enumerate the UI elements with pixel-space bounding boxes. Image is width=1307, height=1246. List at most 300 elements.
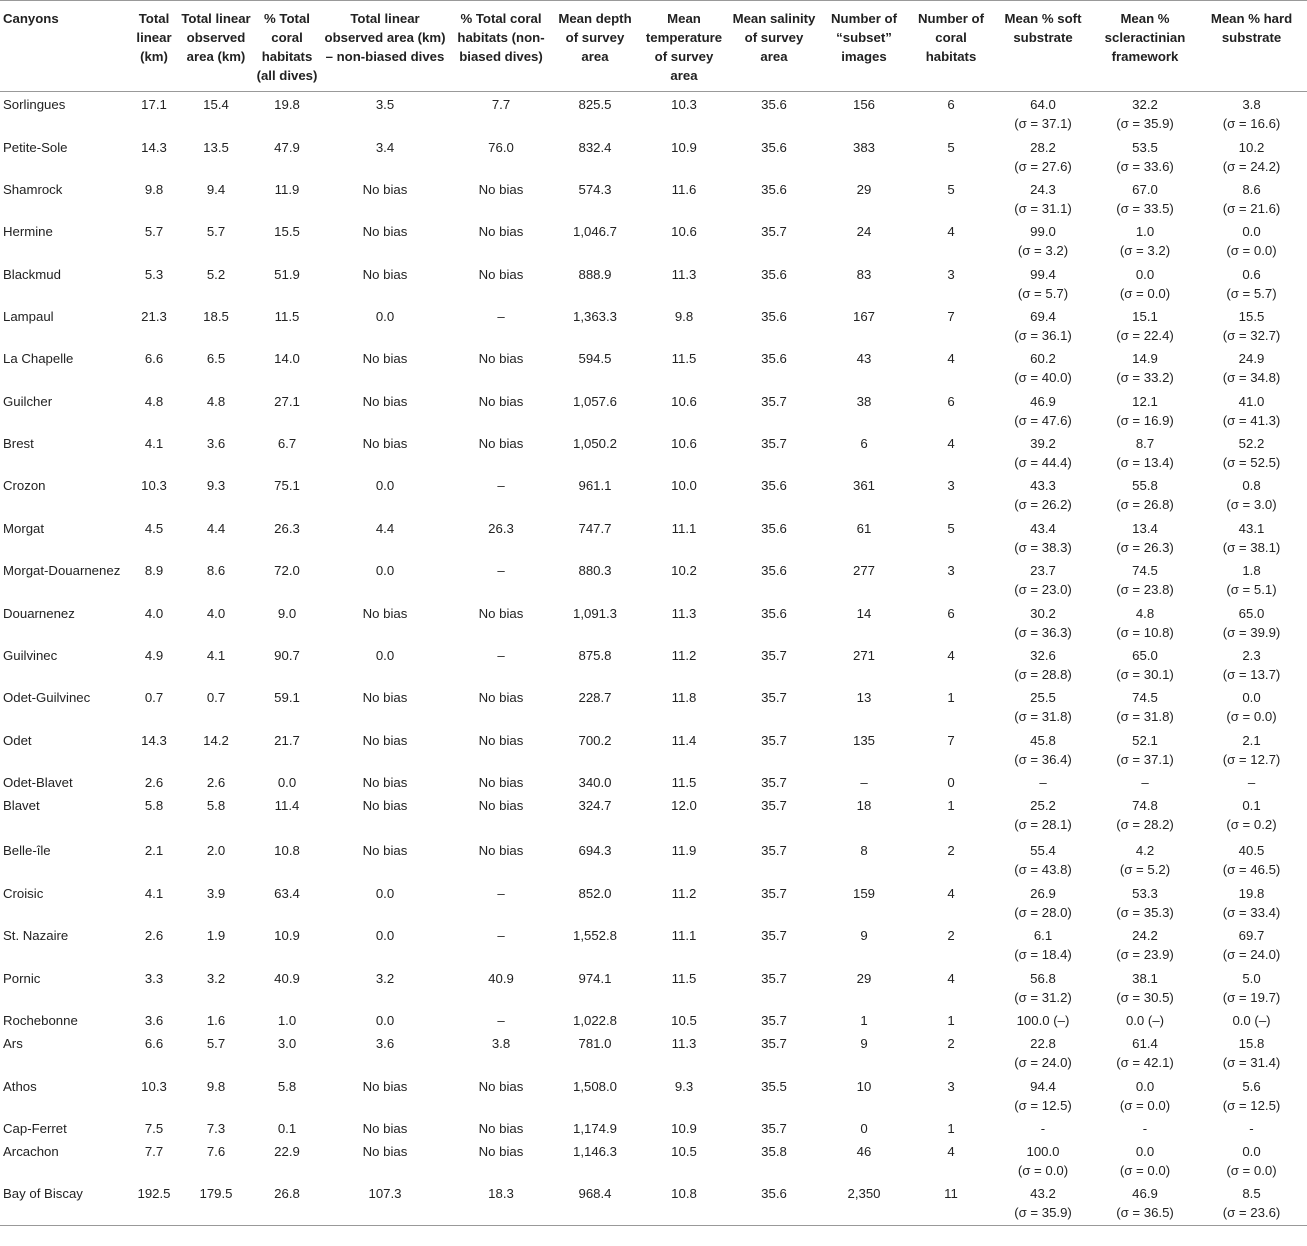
soft-sigma-value: (σ = 26.2) [1014,496,1072,512]
scler-mean-value: 32.2 [1132,97,1158,112]
observed-non-biased-cell: 3.5 [375,97,395,112]
soft-mean-value: 46.9 [1030,393,1056,409]
scler-mean-value: – [1141,774,1149,790]
hard-sigma-value: (σ = 3.0) [1226,496,1277,512]
hard-mean-value: - [1249,1120,1254,1136]
pct-coral-all-cell: 9.0 [277,605,297,621]
mean-depth-cell: 825.5 [578,97,612,112]
scler-mean-value: 12.1 [1132,393,1158,409]
coral-habitats-cell: 4 [947,1143,955,1159]
hard-mean-value: 15.8 [1238,1035,1265,1051]
total-observed-cell: 5.7 [206,223,226,239]
pct-coral-non-biased-cell: – [497,1012,505,1028]
header-subset-images: Number of “subset” images [818,1,910,92]
soft-mean-value: 99.4 [1030,266,1056,282]
scler-substrate-cell [1094,1139,1196,1181]
pct-coral-all-cell: 15.5 [274,223,300,239]
mean-salinity-cell: 35.7 [761,927,787,943]
table-row [0,262,1307,304]
canyon-name-cell: Odet [3,732,32,748]
total-observed-cell: 9.3 [206,477,226,493]
coral-habitats-cell: 3 [947,1078,955,1094]
mean-depth-cell: 1,363.3 [573,308,617,324]
total-observed-cell: 5.2 [206,266,226,282]
hard-substrate-cell [1196,728,1307,770]
hard-substrate-cell [1196,431,1307,473]
total-linear-cell: 7.5 [144,1120,164,1136]
table-row [0,643,1307,685]
soft-substrate-cell [992,262,1094,304]
table-header [0,1,1307,92]
pct-coral-all-cell: 11.4 [274,797,300,813]
pct-coral-non-biased-cell: No bias [478,689,524,705]
subset-images-cell: 9 [860,1035,868,1051]
table-row [0,793,1307,838]
mean-depth-cell: 968.4 [552,1181,638,1226]
coral-habitats-cell: 4 [947,885,955,901]
soft-sigma-value: (σ = 28.0) [1014,904,1072,920]
total-linear-cell: 4.9 [144,647,164,663]
pct-coral-non-biased-cell: – [497,308,505,324]
mean-temperature-cell: 10.8 [638,1181,730,1226]
total-observed-cell: 9.8 [206,1078,226,1094]
total-observed-cell: 179.5 [178,1181,254,1226]
scler-substrate-cell [1094,389,1196,431]
canyon-name-cell: Athos [3,1078,37,1094]
scler-sigma-value: (σ = 0.0) [1119,285,1171,301]
soft-mean-value: 99.0 [1030,223,1056,239]
total-linear-cell: 3.3 [144,970,164,986]
mean-depth-cell: 594.5 [578,350,612,366]
mean-depth-cell: 852.0 [578,885,612,901]
observed-non-biased-cell: No bias [362,223,408,239]
table-row [0,473,1307,516]
hard-mean-value: 19.8 [1238,885,1265,901]
mean-depth-cell: 1,552.8 [573,927,617,943]
soft-sigma-value: (σ = 23.0) [1014,581,1072,597]
soft-sigma-value: (σ = 36.3) [1014,624,1072,640]
canyon-name-cell: Odet-Guilvinec [3,689,91,705]
mean-salinity-cell: 35.7 [761,970,787,986]
total-observed-cell: 8.6 [206,562,226,578]
soft-substrate-cell [992,219,1094,262]
subset-images-cell: 383 [852,139,875,155]
pct-coral-non-biased-cell: No bias [478,393,524,409]
table-row [0,135,1307,177]
header-pct-coral-all: % Total coral habitats (all dives) [254,1,320,92]
hard-sigma-value: (σ = 12.7) [1222,751,1281,767]
pct-coral-all-cell: 72.0 [274,562,300,578]
coral-habitats-cell: 7 [947,732,955,748]
pct-coral-non-biased-cell: – [497,927,505,943]
pct-coral-all-cell: 59.1 [274,689,300,705]
scler-substrate-cell [1094,135,1196,177]
pct-coral-all-cell: 90.7 [274,647,300,663]
soft-substrate-cell [992,728,1094,770]
mean-temperature-cell: 10.3 [671,97,697,112]
mean-temperature-cell: 11.6 [671,181,697,197]
table-row [0,304,1307,346]
soft-sigma-value: (σ = 27.6) [1014,158,1072,174]
mean-depth-cell: 574.3 [578,181,612,197]
observed-non-biased-cell: No bias [362,1143,408,1159]
scler-substrate-cell [1094,516,1196,558]
coral-habitats-cell: 1 [947,1012,955,1028]
pct-coral-non-biased-cell: No bias [478,605,524,621]
soft-mean-value: 28.2 [1030,139,1056,155]
soft-substrate-cell [992,431,1094,473]
hard-mean-value: 5.0 [1242,970,1261,986]
hard-sigma-value: (σ = 0.0) [1226,1162,1277,1178]
scler-sigma-value: (σ = 26.3) [1116,539,1174,555]
total-observed-cell: 4.1 [206,647,226,663]
soft-mean-value: 24.3 [1030,181,1056,197]
mean-salinity-cell: 35.6 [761,350,787,366]
coral-habitats-cell: 0 [947,774,955,790]
soft-substrate-cell [992,473,1094,516]
canyon-name-cell: Cap-Ferret [3,1120,67,1136]
total-linear-cell: 4.1 [144,885,164,901]
table-row [0,1181,1307,1226]
soft-mean-value: 43.3 [1030,477,1056,493]
hard-substrate-cell [1196,1031,1307,1074]
canyon-name-cell: Ars [3,1035,23,1051]
soft-mean-value: 22.8 [1030,1035,1056,1051]
total-observed-cell: 5.7 [206,1035,226,1051]
scler-substrate-cell [1094,770,1196,793]
table-row [0,1139,1307,1181]
hard-sigma-value: (σ = 52.5) [1222,454,1281,470]
soft-mean-value: 100.0 [1026,1143,1060,1159]
scler-mean-value: 61.4 [1132,1035,1158,1051]
canyon-name-cell: Guilcher [3,393,53,409]
soft-sigma-value: (σ = 43.8) [1014,861,1072,877]
mean-depth-cell: 832.4 [578,139,612,155]
mean-temperature-cell: 11.8 [671,689,697,705]
table-row [0,1031,1307,1074]
pct-coral-all-cell: 5.8 [277,1078,297,1094]
pct-coral-all-cell: 26.8 [254,1181,320,1226]
scler-sigma-value: (σ = 22.4) [1116,327,1174,343]
hard-substrate-cell [1196,770,1307,793]
scler-sigma-value: (σ = 0.0) [1119,1097,1171,1113]
scler-mean-value: 24.2 [1132,927,1158,943]
mean-depth-cell: 1,174.9 [573,1120,617,1136]
scler-mean-value: 74.8 [1132,797,1158,813]
total-linear-cell: 7.7 [144,1143,164,1159]
mean-salinity-cell: 35.7 [761,435,787,451]
canyon-name-cell: Guilvinec [3,647,58,663]
scler-sigma-value: (σ = 31.8) [1116,708,1174,724]
hard-substrate-cell [1196,1074,1307,1116]
mean-salinity-cell: 35.7 [761,223,787,239]
pct-coral-non-biased-cell: No bias [478,266,524,282]
scler-substrate-cell [1094,431,1196,473]
soft-mean-value: 26.9 [1030,885,1056,901]
soft-substrate-cell [992,177,1094,219]
observed-non-biased-cell: 3.6 [375,1035,395,1051]
total-linear-cell: 2.1 [144,842,164,858]
total-linear-cell: 192.5 [130,1181,178,1226]
soft-mean-value: 25.2 [1030,797,1056,813]
mean-temperature-cell: 10.9 [671,1120,697,1136]
observed-non-biased-cell: 0.0 [375,308,395,324]
soft-mean-value: 100.0 (–) [1016,1012,1070,1028]
mean-depth-cell: 700.2 [578,732,612,748]
soft-substrate-cell [992,770,1094,793]
total-linear-cell: 6.6 [144,350,164,366]
total-linear-cell: 21.3 [141,308,167,324]
scler-mean-value: 74.5 [1132,689,1158,705]
header-pct-coral-non-biased: % Total coral habitats (non-biased dives) [450,1,552,92]
observed-non-biased-cell: No bias [362,266,408,282]
mean-temperature-cell: 10.5 [671,1143,697,1159]
soft-mean-value: 32.6 [1030,647,1056,663]
scler-mean-value: 46.9 [1132,1185,1158,1201]
header-coral-habitats: Number of coral habitats [910,1,992,92]
hard-sigma-value: (σ = 46.5) [1222,861,1281,877]
header-total-linear: Total linear (km) [130,1,178,92]
pct-coral-all-cell: 21.7 [274,732,300,748]
mean-temperature-cell: 12.0 [671,797,697,813]
mean-depth-cell: 1,050.2 [573,435,617,451]
mean-depth-cell: 228.7 [578,689,612,705]
soft-substrate-cell [992,643,1094,685]
total-linear-cell: 2.6 [144,774,164,790]
scler-mean-value: 1.0 [1135,223,1155,239]
pct-coral-non-biased-cell: No bias [478,435,524,451]
coral-habitats-cell: 2 [947,842,955,858]
scler-mean-value: 53.3 [1132,885,1158,901]
pct-coral-all-cell: 0.0 [277,774,297,790]
scler-mean-value: 52.1 [1132,732,1158,748]
mean-depth-cell: 694.3 [578,842,612,858]
pct-coral-non-biased-cell: No bias [478,1120,524,1136]
scler-substrate-cell [1094,177,1196,219]
mean-salinity-cell: 35.6 [761,520,787,536]
hard-substrate-cell [1196,262,1307,304]
coral-habitats-cell: 4 [947,350,955,366]
soft-sigma-value: (σ = 35.9) [1014,1204,1072,1220]
total-observed-cell: 13.5 [203,139,229,155]
scler-mean-value: 15.1 [1132,308,1158,324]
table-row [0,1074,1307,1116]
total-observed-cell: 3.6 [206,435,226,451]
observed-non-biased-cell: No bias [362,435,408,451]
mean-temperature-cell: 10.0 [671,477,697,493]
observed-non-biased-cell: No bias [362,732,408,748]
total-observed-cell: 1.9 [206,927,226,943]
mean-depth-cell: 875.8 [578,647,612,663]
scler-substrate-cell [1094,1074,1196,1116]
subset-images-cell: 38 [856,393,872,409]
pct-coral-all-cell: 27.1 [274,393,300,409]
subset-images-cell: 43 [856,350,872,366]
subset-images-cell: 10 [856,1078,872,1094]
canyon-name-cell: Rochebonne [3,1012,78,1028]
soft-sigma-value: (σ = 31.2) [1014,989,1072,1005]
observed-non-biased-cell: 0.0 [375,477,395,493]
mean-salinity-cell: 35.7 [761,885,787,901]
mean-salinity-cell: 35.7 [761,393,787,409]
table-row [0,558,1307,601]
mean-depth-cell: 324.7 [578,797,612,813]
header-scleractinian: Mean % scleractinian framework [1094,1,1196,92]
observed-non-biased-cell: No bias [362,181,408,197]
hard-mean-value: 41.0 [1238,393,1265,409]
total-observed-cell: 4.4 [206,520,226,536]
soft-sigma-value: (σ = 36.4) [1014,751,1072,767]
mean-depth-cell: 340.0 [578,774,612,790]
mean-salinity-cell: 35.7 [761,1035,787,1051]
soft-mean-value: 43.4 [1030,520,1056,536]
mean-salinity-cell: 35.7 [761,1120,787,1136]
mean-depth-cell: 1,508.0 [573,1078,617,1094]
soft-substrate-cell [992,881,1094,923]
scler-mean-value: 0.0 [1135,266,1155,282]
pct-coral-non-biased-cell: – [497,647,505,663]
scler-substrate-cell [1094,728,1196,770]
canyon-name-cell: Blackmud [3,266,61,282]
scler-mean-value: 14.9 [1132,350,1158,366]
pct-coral-all-cell: 3.0 [277,1035,297,1051]
hard-substrate-cell [1196,219,1307,262]
mean-salinity-cell: 35.7 [761,1012,787,1028]
soft-substrate-cell [992,1139,1094,1181]
subset-images-cell: 167 [852,308,875,324]
coral-habitats-cell: 3 [947,266,955,282]
total-observed-cell: 5.8 [206,797,226,813]
total-linear-cell: 17.1 [141,97,167,112]
scler-sigma-value: (σ = 23.9) [1116,946,1174,962]
canyon-name-cell: Blavet [3,797,40,813]
pct-coral-all-cell: 47.9 [274,139,300,155]
soft-mean-value: 56.8 [1030,970,1056,986]
scler-sigma-value: (σ = 36.5) [1116,1204,1174,1220]
mean-salinity-cell: 35.6 [761,266,787,282]
scler-substrate-cell [1094,923,1196,966]
hard-substrate-cell [1196,838,1307,881]
hard-mean-value: 1.8 [1242,562,1261,578]
scler-substrate-cell [1094,643,1196,685]
total-linear-cell: 8.9 [144,562,164,578]
pct-coral-all-cell: 10.9 [274,927,300,943]
hard-sigma-value: (σ = 24.0) [1222,946,1281,962]
total-observed-cell: 4.8 [206,393,226,409]
observed-non-biased-cell: No bias [362,605,408,621]
hard-mean-value: 40.5 [1238,842,1265,858]
pct-coral-all-cell: 11.9 [274,181,300,197]
total-linear-cell: 14.3 [141,732,167,748]
mean-temperature-cell: 10.9 [671,139,697,155]
soft-substrate-cell [992,346,1094,389]
observed-non-biased-cell: No bias [362,393,408,409]
hard-sigma-value: (σ = 0.0) [1226,708,1277,724]
header-total-linear-observed: Total linear observed area (km) [178,1,254,92]
subset-images-cell: 13 [856,689,872,705]
header-mean-salinity: Mean salinity of survey area [730,1,818,92]
soft-substrate-cell [992,601,1094,643]
table-row [0,92,1307,135]
canyon-name-cell: Pornic [3,970,41,986]
scler-mean-value: 53.5 [1132,139,1158,155]
pct-coral-non-biased-cell: 40.9 [488,970,514,986]
coral-habitats-cell: 6 [947,605,955,621]
mean-temperature-cell: 11.4 [671,732,697,748]
mean-temperature-cell: 10.6 [671,435,697,451]
subset-images-cell: 29 [856,181,872,197]
canyon-name-cell: La Chapelle [3,350,74,366]
pct-coral-non-biased-cell: 3.8 [491,1035,511,1051]
soft-sigma-value: (σ = 31.1) [1014,200,1072,216]
subset-images-cell: – [860,774,868,790]
canyon-name-cell: Hermine [3,223,53,239]
table-row [0,177,1307,219]
pct-coral-all-cell: 10.8 [274,842,300,858]
total-linear-cell: 9.8 [144,181,164,197]
scler-mean-value: 38.1 [1132,970,1158,986]
hard-substrate-cell [1196,389,1307,431]
mean-depth-cell: 1,046.7 [573,223,617,239]
soft-mean-value: 39.2 [1030,435,1056,451]
total-observed-cell: 2.6 [206,774,226,790]
soft-substrate-cell [992,1181,1094,1226]
soft-substrate-cell [992,1116,1094,1139]
soft-sigma-value: (σ = 40.0) [1014,369,1072,385]
soft-mean-value: 25.5 [1030,689,1056,705]
pct-coral-all-cell: 1.0 [277,1012,297,1028]
scler-sigma-value: (σ = 33.6) [1116,158,1174,174]
soft-substrate-cell [992,135,1094,177]
soft-mean-value: 45.8 [1030,732,1056,748]
scler-sigma-value: (σ = 13.4) [1116,454,1174,470]
pct-coral-all-cell: 11.5 [274,308,300,324]
mean-salinity-cell: 35.8 [761,1143,787,1159]
pct-coral-non-biased-cell: – [497,562,505,578]
total-linear-cell: 4.8 [144,393,164,409]
hard-mean-value: 0.0 [1242,689,1261,705]
scler-sigma-value: (σ = 33.2) [1116,369,1174,385]
table-body [0,92,1307,1226]
coral-habitats-cell: 5 [947,520,955,536]
hard-substrate-cell [1196,793,1307,838]
soft-mean-value: – [1039,774,1047,790]
hard-substrate-cell [1196,643,1307,685]
table-row [0,881,1307,923]
coral-habitats-cell: 5 [947,181,955,197]
hard-mean-value: 2.1 [1242,732,1261,748]
soft-substrate-cell [992,966,1094,1008]
mean-temperature-cell: 9.3 [674,1078,694,1094]
total-linear-cell: 4.0 [144,605,164,621]
mean-temperature-cell: 11.1 [671,520,697,536]
hard-mean-value: 69.7 [1238,927,1265,943]
mean-salinity-cell: 35.7 [761,842,787,858]
total-observed-cell: 14.2 [203,732,229,748]
soft-sigma-value: (σ = 12.5) [1014,1097,1072,1113]
table-row [0,685,1307,728]
hard-substrate-cell [1196,304,1307,346]
scler-mean-value: 8.7 [1135,435,1155,451]
soft-substrate-cell [992,92,1094,135]
scler-sigma-value: (σ = 42.1) [1116,1054,1174,1070]
scler-sigma-value: (σ = 28.2) [1116,816,1174,832]
coral-habitats-cell: 6 [947,97,955,112]
header-mean-temperature: Mean temperature of survey area [638,1,730,92]
canyon-name-cell: Morgat-Douarnenez [3,562,121,578]
observed-non-biased-cell: No bias [362,1120,408,1136]
mean-salinity-cell: 35.6 [761,477,787,493]
